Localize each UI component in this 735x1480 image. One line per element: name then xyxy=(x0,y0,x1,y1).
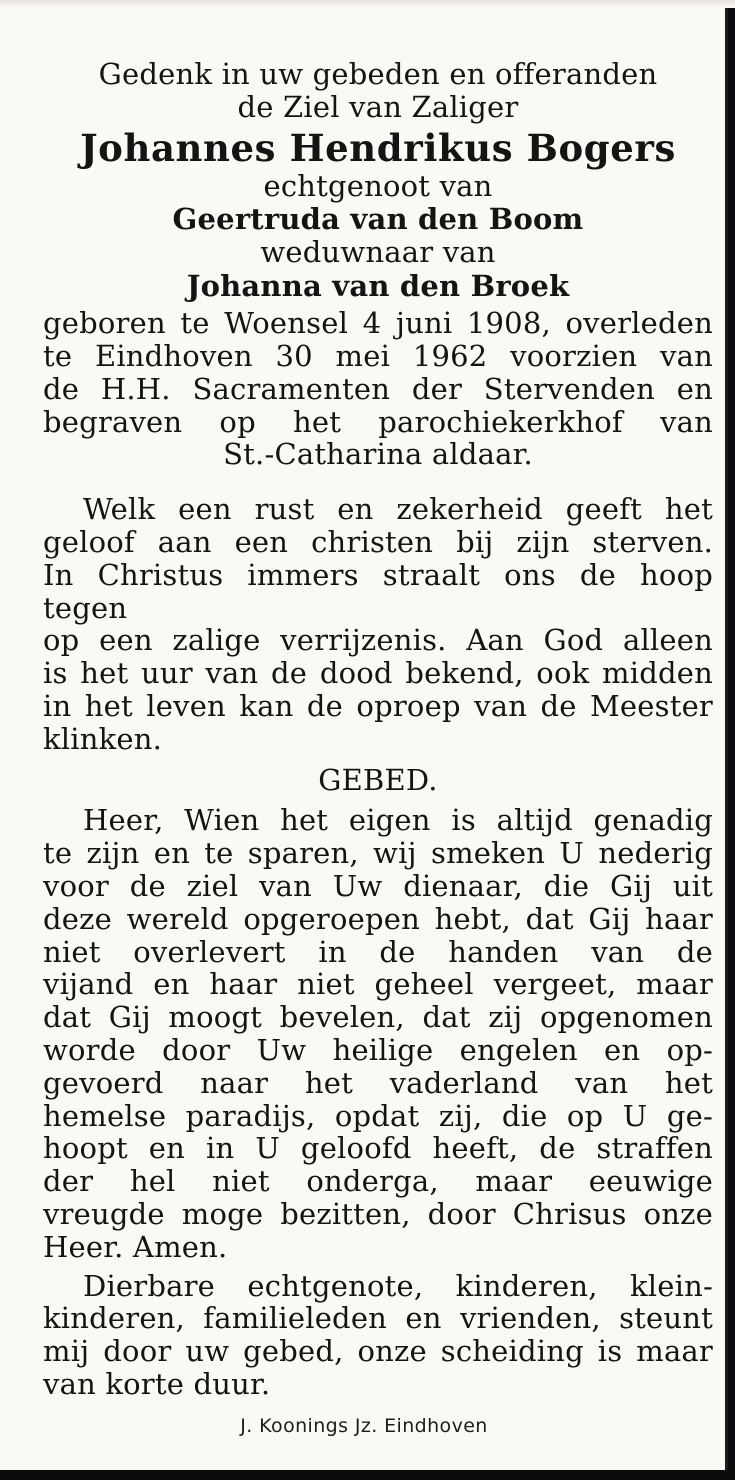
farewell-line: mij door uw gebed, onze scheiding is maar xyxy=(43,1334,713,1369)
bio-line: begraven op het parochiekerkhof van xyxy=(43,404,713,439)
bio-line: St.-Catharina aldaar. xyxy=(223,437,533,472)
prayer-line: deze wereld opgeroepen hebt, dat Gij haar xyxy=(43,901,713,936)
farewell-line: kinderen, familieleden en vrienden, steunt xyxy=(43,1301,713,1336)
bio-line: geboren te Woensel 4 juni 1908, overleden xyxy=(43,306,713,341)
farewell-line: van korte duur. xyxy=(43,1366,271,1401)
prayer-line: gevoerd naar het vaderland van het xyxy=(43,1065,713,1100)
intro-line: Gedenk in uw gebeden en offeranden xyxy=(98,57,658,91)
prayer-line: Heer, Wien het eigen is altijd genadig xyxy=(83,803,713,838)
reflection-line: op een zalige verrijzenis. Aan God alleen xyxy=(43,623,713,658)
prayer-line: voor de ziel van Uw dienaar, die Gij uit xyxy=(43,868,713,903)
relation-label: echtgenoot van xyxy=(263,168,493,203)
card-text xyxy=(43,58,713,1401)
reflection-line: in het leven kan de oproep van de Meester xyxy=(43,688,713,723)
prayer-line: Heer. Amen. xyxy=(43,1229,228,1264)
reflection-line: geloof aan een christen bij zijn sterven. xyxy=(43,524,713,559)
prayer-line: dat Gij moogt bevelen, dat zij opgenomen xyxy=(43,1000,713,1035)
prayer-title: GEBED. xyxy=(318,762,438,797)
bio-line: de H.H. Sacramenten der Stervenden en xyxy=(43,371,713,406)
farewell-line: Dierbare echtgenote, kinderen, klein- xyxy=(83,1268,713,1303)
prayer-line: niet overlevert in de handen van de xyxy=(43,934,713,969)
reflection-line: Welk een rust en zekerheid geeft het xyxy=(83,492,713,527)
card-top-edge xyxy=(0,0,735,8)
relation-label: weduwnaar van xyxy=(260,235,496,270)
bio-line: te Eindhoven 30 mei 1962 voorzien van xyxy=(43,338,713,373)
reflection-line: klinken. xyxy=(43,721,163,756)
reflection-line: In Christus immers straalt ons de hoop tegen xyxy=(43,557,713,625)
spouse-name: Johanna van den Broek xyxy=(186,269,570,304)
prayer-line: worde door Uw heilige engelen en op- xyxy=(43,1032,713,1067)
printer-credit: J. Koonings Jz. Eindhoven xyxy=(240,1415,488,1437)
prayer-line: hoopt en in U geloofd heeft, de straffen xyxy=(43,1131,713,1166)
prayer-line: te zijn en te sparen, wij smeken U nederig xyxy=(43,836,713,871)
deceased-name: Johannes Hendrikus Bogers xyxy=(80,125,676,170)
prayer-line: hemelse paradijs, opdat zij, die op U ge- xyxy=(43,1098,713,1133)
prayer-line: vreugde moge bezitten, door Chrisus onze xyxy=(43,1196,713,1231)
prayer-line: der hel niet onderga, maar eeuwige xyxy=(43,1164,713,1199)
prayer-line: vijand en haar niet geheel vergeet, maar xyxy=(43,967,713,1002)
reflection-line: is het uur van de dood bekend, ook midden xyxy=(43,656,713,691)
spouse-name: Geertruda van den Boom xyxy=(172,202,584,237)
intro-line: de Ziel van Zaliger xyxy=(237,89,519,124)
